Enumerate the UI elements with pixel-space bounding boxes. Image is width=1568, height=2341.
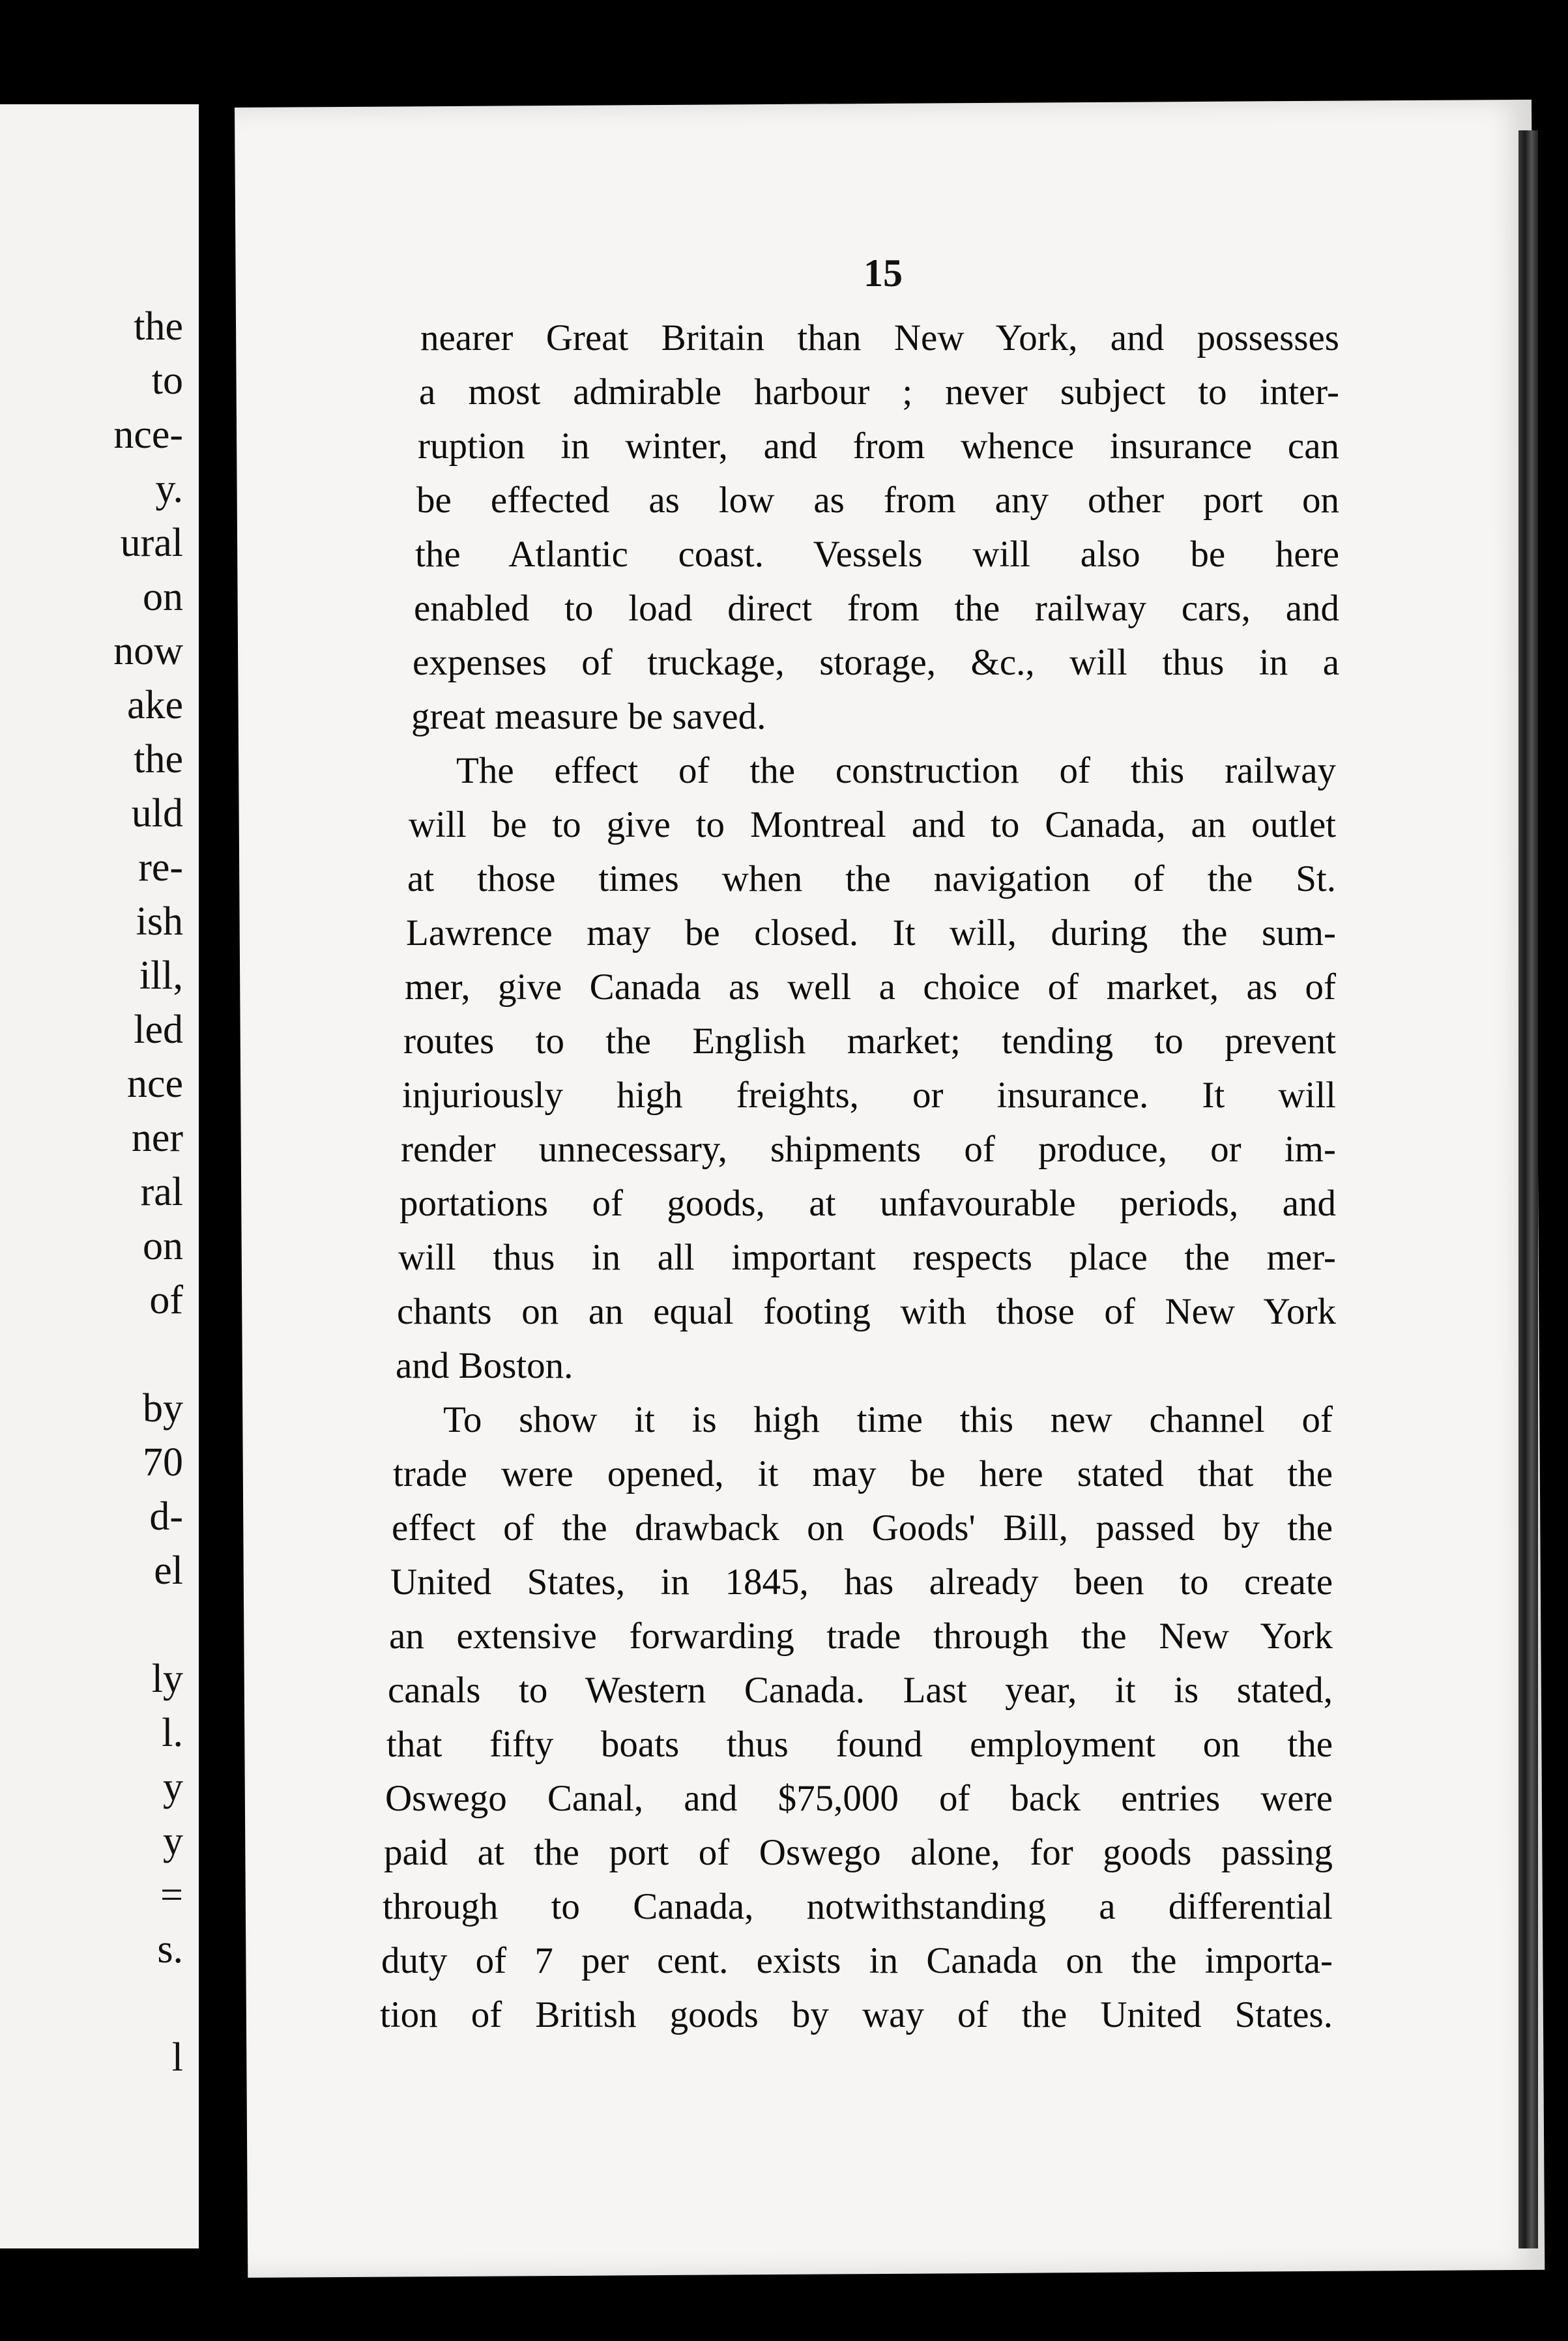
left-fragment: nce [126,1062,183,1106]
left-fragment: ner [131,1116,183,1160]
left-fragment: uld [131,791,183,836]
left-fragment: y. [155,467,183,511]
left-fragment: ish [136,899,183,944]
left-fragment: ly [151,1657,183,1701]
body-line: great measure be saved. [411,696,766,737]
body-line: Lawrence may be closed. It will, during the sum- [406,912,1336,953]
left-fragment: ral [140,1170,183,1214]
body-line: United States, in 1845, has already been to create [390,1562,1333,1603]
page-number: 15 [864,252,903,295]
body-line: trade were opened, it may be here stated that the [393,1453,1333,1494]
left-fragment: on [143,575,183,619]
page-edge [1518,130,1538,2248]
body-line: that fifty boats thus found employment on the [386,1724,1333,1765]
left-fragment: ural [120,521,183,565]
left-page [0,104,201,2248]
left-fragment: of [149,1278,183,1322]
left-fragment: = [160,1873,183,1917]
left-fragment: to [151,358,183,403]
left-fragment: 70 [143,1440,183,1485]
body-line: The effect of the construction of this railway [456,750,1336,791]
left-fragment: nce- [113,413,183,457]
left-fragment: the [134,737,183,781]
body-line: render unnecessary, shipments of produce, or im- [401,1129,1336,1170]
body-line: expenses of truckage, storage, &c., will thus in a [413,642,1339,683]
left-fragment: y [163,1819,183,1863]
body-line: a most admirable harbour ; never subject to inter- [419,371,1339,413]
left-fragment: l. [162,1711,183,1755]
left-fragment: el [154,1549,183,1593]
body-line: To show it is high time this new channel of [443,1399,1333,1440]
body-line: injuriously high freights, or insurance. It will [402,1075,1336,1116]
left-fragment: the [134,304,183,349]
body-line: portations of goods, at unfavourable periods, and [399,1183,1336,1224]
body-line: at those times when the navigation of the St. [407,858,1336,899]
body-line: paid at the port of Oswego alone, for goods passing [384,1832,1333,1873]
body-line: routes to the English market; tending to prevent [403,1021,1336,1062]
left-fragment: l [171,2035,183,2080]
body-line: Oswego Canal, and $75,000 of back entries were [385,1778,1333,1819]
body-line: tion of British goods by way of the United States. [380,1994,1333,2035]
body-line: nearer Great Britain than New York, and possesses [420,317,1339,358]
body-line: will thus in all important respects place the mer- [398,1237,1336,1278]
body-line: canals to Western Canada. Last year, it is stated, [388,1670,1333,1711]
body-line: ruption in winter, and from whence insurance can [418,426,1339,467]
body-line: chants on an equal footing with those of New York [397,1291,1336,1332]
left-fragment: on [143,1224,183,1268]
left-fragment: ill, [139,953,183,998]
body-line: enabled to load direct from the railway cars, and [414,588,1339,629]
body-line: mer, give Canada as well a choice of market, as of [405,967,1336,1008]
body-line: will be to give to Montreal and to Canada, an outlet [409,804,1336,845]
body-line: effect of the drawback on Goods' Bill, passed by the [392,1507,1333,1549]
left-fragment: ake [126,683,183,727]
left-fragment: now [113,629,183,673]
left-fragment: d- [149,1494,183,1539]
body-line: the Atlantic coast. Vessels will also be here [415,534,1339,575]
body-line: through to Canada, notwithstanding a differential [383,1886,1333,1927]
body-line: duty of 7 per cent. exists in Canada on the importa- [381,1940,1333,1981]
left-fragment: re- [138,845,183,890]
body-line: an extensive forwarding trade through the New York [389,1616,1333,1657]
left-fragment: s. [157,1927,183,1971]
left-fragment: y [163,1765,183,1809]
left-fragment: led [134,1008,183,1052]
left-fragment: by [143,1386,183,1431]
body-line: be effected as low as from any other port on [416,480,1339,521]
body-line: and Boston. [396,1345,573,1386]
